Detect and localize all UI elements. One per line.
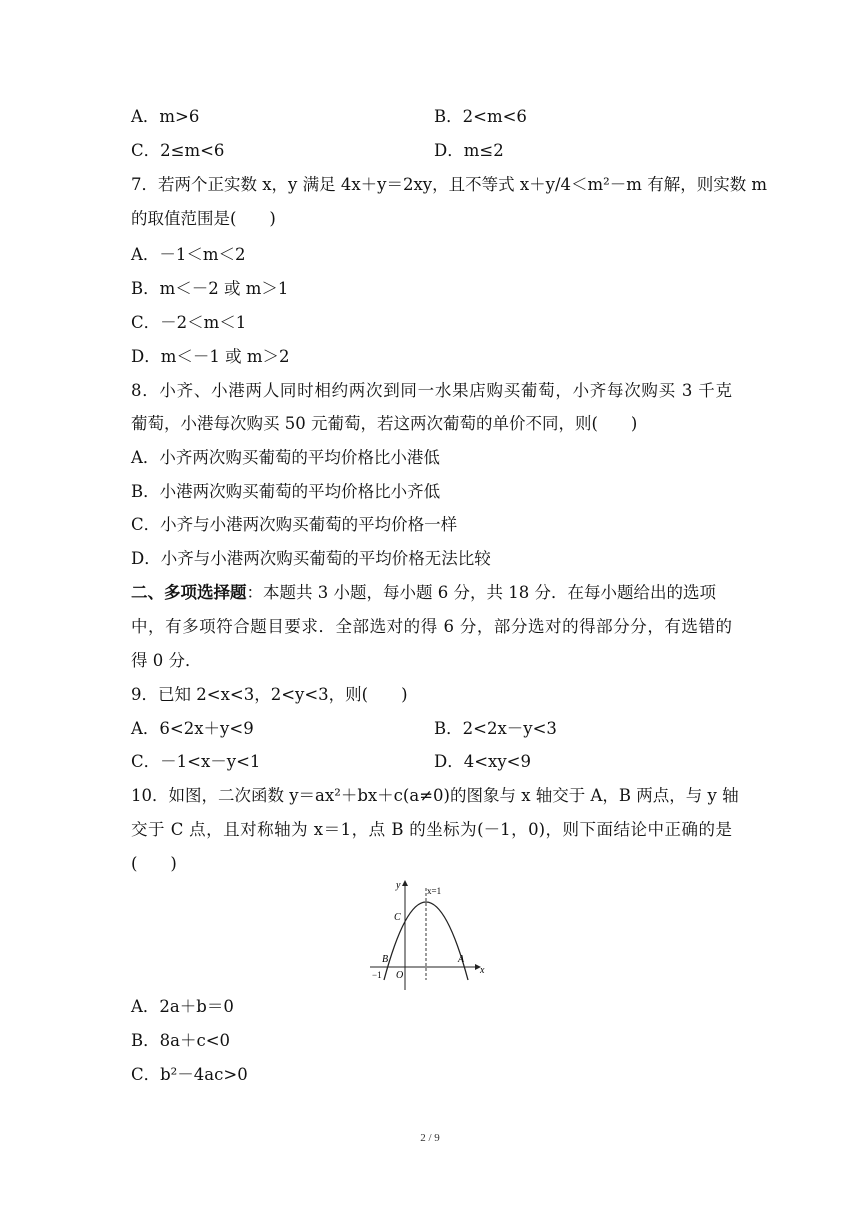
q7-option-c: C．－2＜m＜1 [131, 313, 247, 332]
q9-option-a: A．6<2x＋y<9 [131, 719, 254, 738]
q7-stem-line2: 的取值范围是( ) [131, 209, 276, 228]
q10-stem-line2: 交于 C 点，且对称轴为 x＝1，点 B 的坐标为(－1，0)，则下面结论中正确的是 [131, 820, 732, 839]
point-c-label: C [394, 912, 401, 923]
section2-heading: 二、多项选择题 [131, 583, 247, 602]
q9-stem: 9．已知 2<x<3，2<y<3，则( ) [131, 685, 408, 704]
q6-option-b: B．2<m<6 [434, 107, 527, 126]
section2-instructions-line3: 得 0 分． [131, 651, 202, 670]
section2-instructions-line2: 中，有多项符合题目要求．全部选对的得 6 分，部分选对的得部分分，有选错的 [131, 617, 732, 636]
q6-option-c: C．2≤m<6 [131, 141, 225, 160]
q7-option-d: D．m＜－1 或 m＞2 [131, 347, 290, 366]
q8-stem-line2: 葡萄，小港每次购买 50 元葡萄，若这两次葡萄的单价不同，则( ) [131, 414, 638, 433]
neg-one-label: −1 [372, 970, 382, 980]
q10-stem-line1: 10．如图，二次函数 y＝ax²＋bx＋c(a≠0)的图象与 x 轴交于 A，B 两点，与 y 轴 [131, 786, 739, 805]
q7-stem-line1: 7．若两个正实数 x，y 满足 4x＋y＝2xy，且不等式 x＋y/4＜m²－m 有解，则实数 m [131, 175, 768, 194]
q6-option-a: A．m>6 [131, 107, 200, 126]
q9-option-d: D．4<xy<9 [434, 752, 532, 771]
section2-instructions-line1 [131, 582, 732, 604]
q10-stem-line3: ( ) [131, 854, 177, 873]
q8-stem-line1: 8．小齐、小港两人同时相约两次到同一水果店购买葡萄，小齐每次购买 3 千克 [131, 381, 732, 400]
q9-option-c: C．－1<x－y<1 [131, 752, 261, 771]
q7-option-b: B．m＜－2 或 m＞1 [131, 279, 289, 298]
q8-option-b: B．小港两次购买葡萄的平均价格比小齐低 [131, 482, 441, 501]
q7-option-a: A．－1＜m＜2 [131, 245, 246, 264]
q10-option-b: B．8a＋c<0 [131, 1031, 231, 1050]
q10-option-c: C．b²－4ac>0 [131, 1065, 248, 1084]
origin-label: O [396, 970, 404, 981]
q9-option-b: B．2<2x－y<3 [434, 719, 557, 738]
page-number: 2 / 9 [420, 1132, 440, 1144]
section2-intro-text: ：本题共 3 小题，每小题 6 分，共 18 分．在每小题给出的选项 [246, 583, 716, 602]
q8-option-a: A．小齐两次购买葡萄的平均价格比小港低 [131, 448, 440, 467]
q8-option-d: D．小齐与小港两次购买葡萄的平均价格无法比较 [131, 549, 491, 568]
symmetry-axis-label: x=1 [427, 886, 442, 896]
point-b-label: B [382, 954, 389, 965]
point-a-label: A [458, 954, 465, 965]
q10-option-a: A．2a＋b＝0 [131, 997, 234, 1016]
q6-option-d: D．m≤2 [434, 141, 504, 160]
x-axis-label: x [480, 965, 485, 976]
parabola-figure [370, 876, 486, 992]
y-axis-label: y [396, 880, 401, 891]
q8-option-c: C．小齐与小港两次购买葡萄的平均价格一样 [131, 515, 458, 534]
